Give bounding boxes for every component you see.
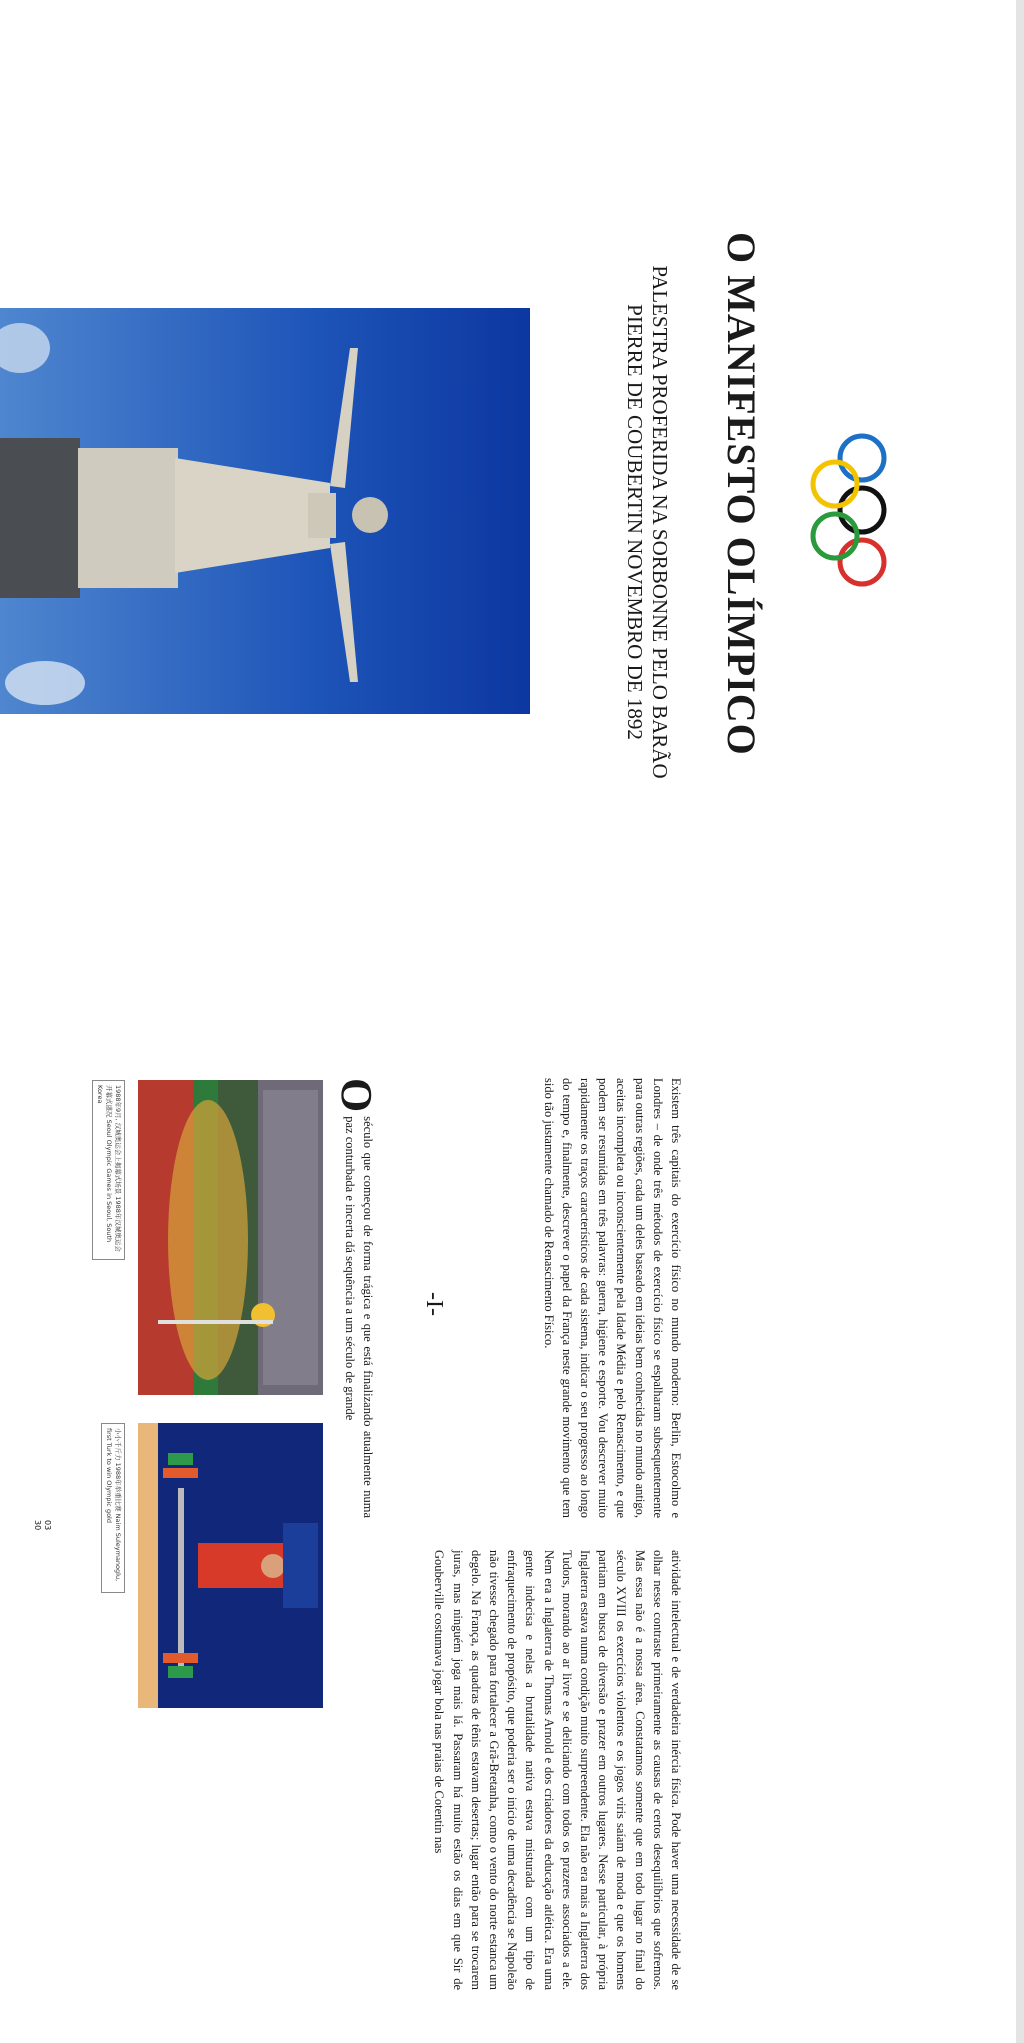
olympic-rings-logo <box>800 430 890 590</box>
weightlifter-photo <box>138 1423 323 1708</box>
section-text <box>332 1078 381 1518</box>
page-number-sub: 30 <box>33 1520 42 1531</box>
section-text-body: século que começou de forma trágica e que está finalizando atualmente numa paz conturbada e incerta dá sequência a um século de grande <box>342 1116 375 1518</box>
ring-yellow <box>813 462 857 506</box>
ring-green <box>813 514 857 558</box>
page-number-main: 03 <box>43 1520 52 1531</box>
christ-redeemer-photo <box>0 308 530 714</box>
section-numeral: -I- <box>421 1292 447 1316</box>
page-title: O MANIFESTO OLÍMPICO <box>719 232 764 756</box>
page-subtitle: PALESTRA PROFERIDA NA SORBONNE PELO BARÃO PIERRE DE COUBERTIN NOVEMBRO DE 1892 <box>623 265 672 779</box>
drop-cap: O <box>332 1078 381 1113</box>
stadium-caption: 1988年9月, 汉城奥运会上揭幕式场景 1988年汉城奥运会开幕式盛况 Seoul Olympic Games in Seoul, South Korea <box>92 1080 125 1260</box>
ring-blue <box>840 436 884 480</box>
ring-black <box>840 488 884 532</box>
lifter-caption: 小小千斤力 1988年举重比赛 Naim Suleymanoglu, first Turk to win Olympic gold <box>101 1423 125 1593</box>
intro-paragraph: Existem três capitais do exercício físico no mundo moderno: Berlin, Estocolmo e Londres – de onde três métodos de exercício físico se espalharam subsequentemente para outras regiões, cada um deles baseado em ideias bem conhecidas no mundo antigo, aceitas incompleta ou inconscientemente pela Idade Média e pelo Renascimento, e que podem ser resumidas em três palavras: guerra, higiene e esporte. Vou descrever muito rapidamente os traços característicos de cada sistema, indicar o seu progresso ao longo do tempo e, finalmente, descrever o papel da França neste grande movimento que tem sido tão justamente chamado de Renascimento Físico. <box>541 1078 683 1518</box>
page-edge <box>1016 0 1024 2043</box>
col2-paragraph: atividade intelectual e de verdadeira inércia física. Pode haver uma necessidade de se olhar nesse contraste primeiramente as causas de certos desequilíbrios que sofremos. Mas essa não é a nossa área. Constatamos somente que em todo lugar no final do século XVIII os exercícios violentos e os jogos viris saíam de moda e que os homens partiam em busca de diversão e prazer em outros lugares. Nesse particular, à própria Inglaterra estava numa condição muito surpreendente. Ela não era mais a Inglaterra dos Tudors, morando ao ar livre e se deliciando com todos os prazeres associados a ele. Nem era a Inglaterra de Thomas Arnold e dos criadores da educação atlética. Era uma gente indecisa e nelas a brutalidade nativa estava misturada com um tipo de enfraquecimento de propósito, que poderia ser o início de uma decadência se Napoleão não tivesse chegado para fortalecer a Grã-Bretanha, como o vento do norte estanca um degelo. Na França, as quadras de tênis estavam desertas; lugar então para se trocarem juras, mas ninguém joga mais lá. Passaram há muito estão os dias em que Sir de Gouberville costumava jogar bola nas praias de Cotentin nas <box>432 1550 683 1990</box>
stadium-ceremony-photo <box>138 1080 323 1395</box>
ring-red <box>840 540 884 584</box>
page-number <box>32 1520 52 1530</box>
